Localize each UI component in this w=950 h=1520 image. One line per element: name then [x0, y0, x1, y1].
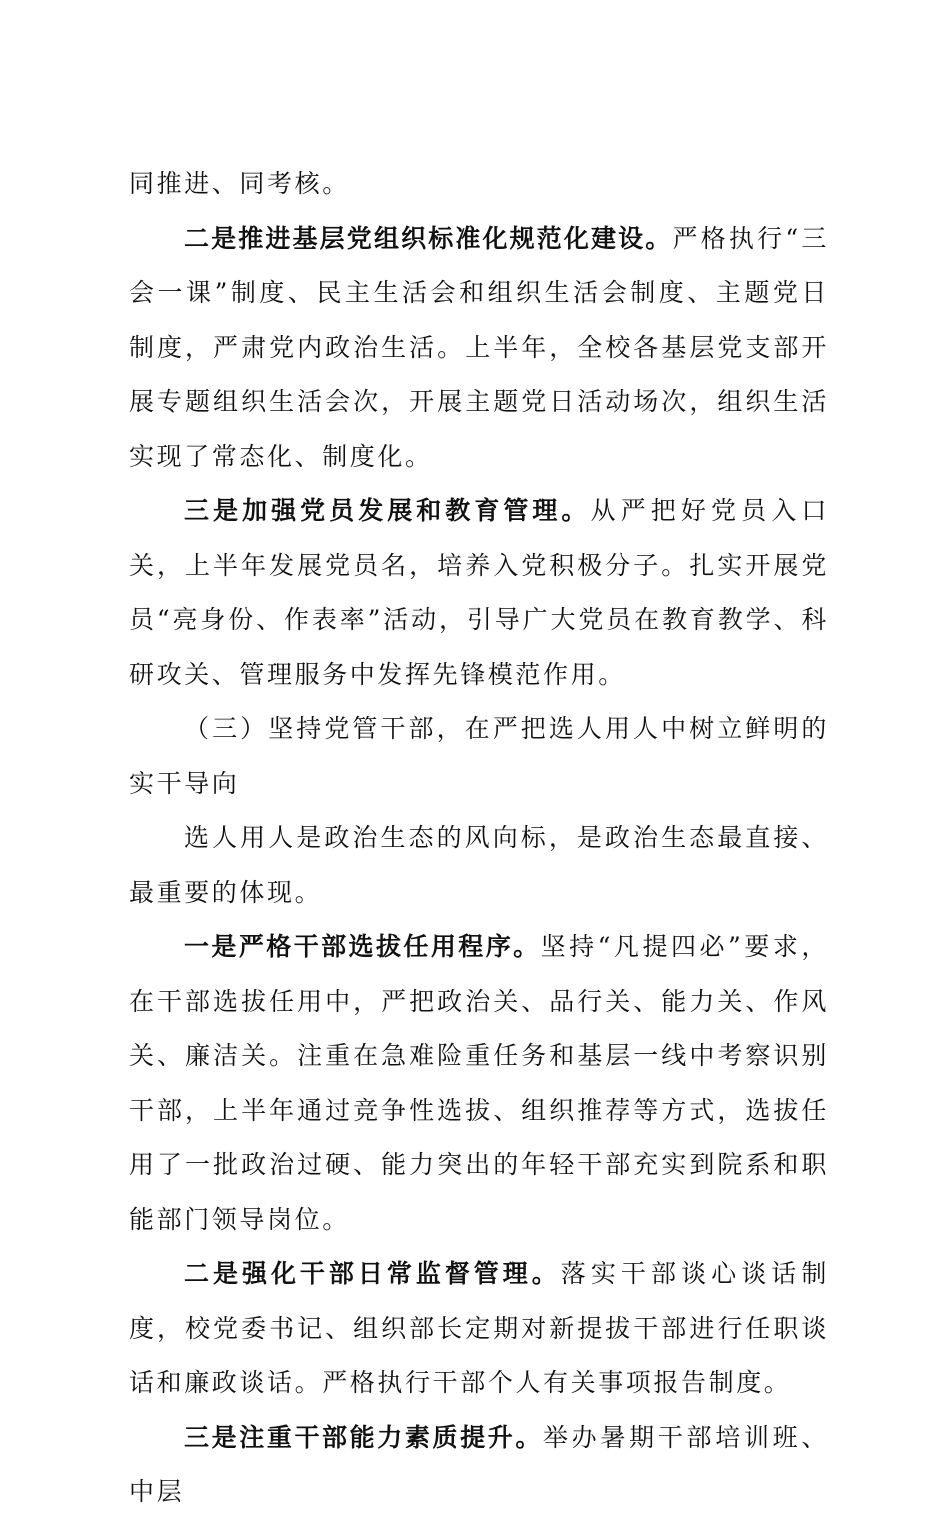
paragraph-text: 严格执行“三会一课”制度、民主生活会和组织生活会制度、主题党日制度，严肃党内政治生活。上半年，全校各基层党支部开展专题组织生活会次，开展主题党日活动场次，组织生活实现了常态化、制度化。 [129, 223, 829, 471]
section-heading-text: （三）坚持党管干部，在严把选人用人中树立鲜明的实干导向 [129, 714, 829, 798]
paragraph-standardization [129, 212, 829, 485]
section-heading [129, 702, 829, 811]
paragraph-text: 落实干部谈心谈话制度，校党委书记、组织部长定期对新提拔干部进行任职谈话和廉政谈话。严格执行干部个人有关事项报告制度。 [129, 1259, 829, 1397]
paragraph-text: 举办暑期干部培训班、中层 [129, 1422, 829, 1506]
paragraph-capability [129, 1411, 829, 1520]
paragraph-lead: 二是强化干部日常监督管理。 [184, 1259, 561, 1288]
paragraph-supervision [129, 1247, 829, 1411]
paragraph-text: 坚持“凡提四必”要求，在干部选拔任用中，严把政治关、品行关、能力关、作风关、廉洁关。注重在急难险重任务和基层一线中考察识别干部，上半年通过竞争性选拔、组织推荐等方式，选拔任用了一批政治过硬、能力突出的年轻干部充实到院系和职能部门领导岗位。 [129, 932, 829, 1234]
paragraph-lead: 一是严格干部选拔任用程序。 [184, 932, 541, 961]
paragraph-intro [129, 811, 829, 920]
paragraph-text: 从严把好党员入口关，上半年发展党员名，培养入党积极分子。扎实开展党员“亮身份、作表率”活动，引导广大党员在教育教学、科研攻关、管理服务中发挥先锋模范作用。 [129, 496, 829, 689]
paragraph-text: 同推进、同考核。 [129, 169, 350, 198]
paragraph-text: 选人用人是政治生态的风向标，是政治生态最直接、最重要的体现。 [129, 823, 829, 907]
paragraph-continuation [129, 157, 829, 212]
document-body [129, 157, 829, 1520]
paragraph-lead: 三是加强党员发展和教育管理。 [184, 496, 591, 525]
paragraph-lead: 二是推进基层党组织标准化规范化建设。 [184, 223, 673, 253]
paragraph-member-development [129, 484, 829, 702]
paragraph-lead: 三是注重干部能力素质提升。 [184, 1422, 543, 1452]
paragraph-selection-procedure [129, 920, 829, 1247]
